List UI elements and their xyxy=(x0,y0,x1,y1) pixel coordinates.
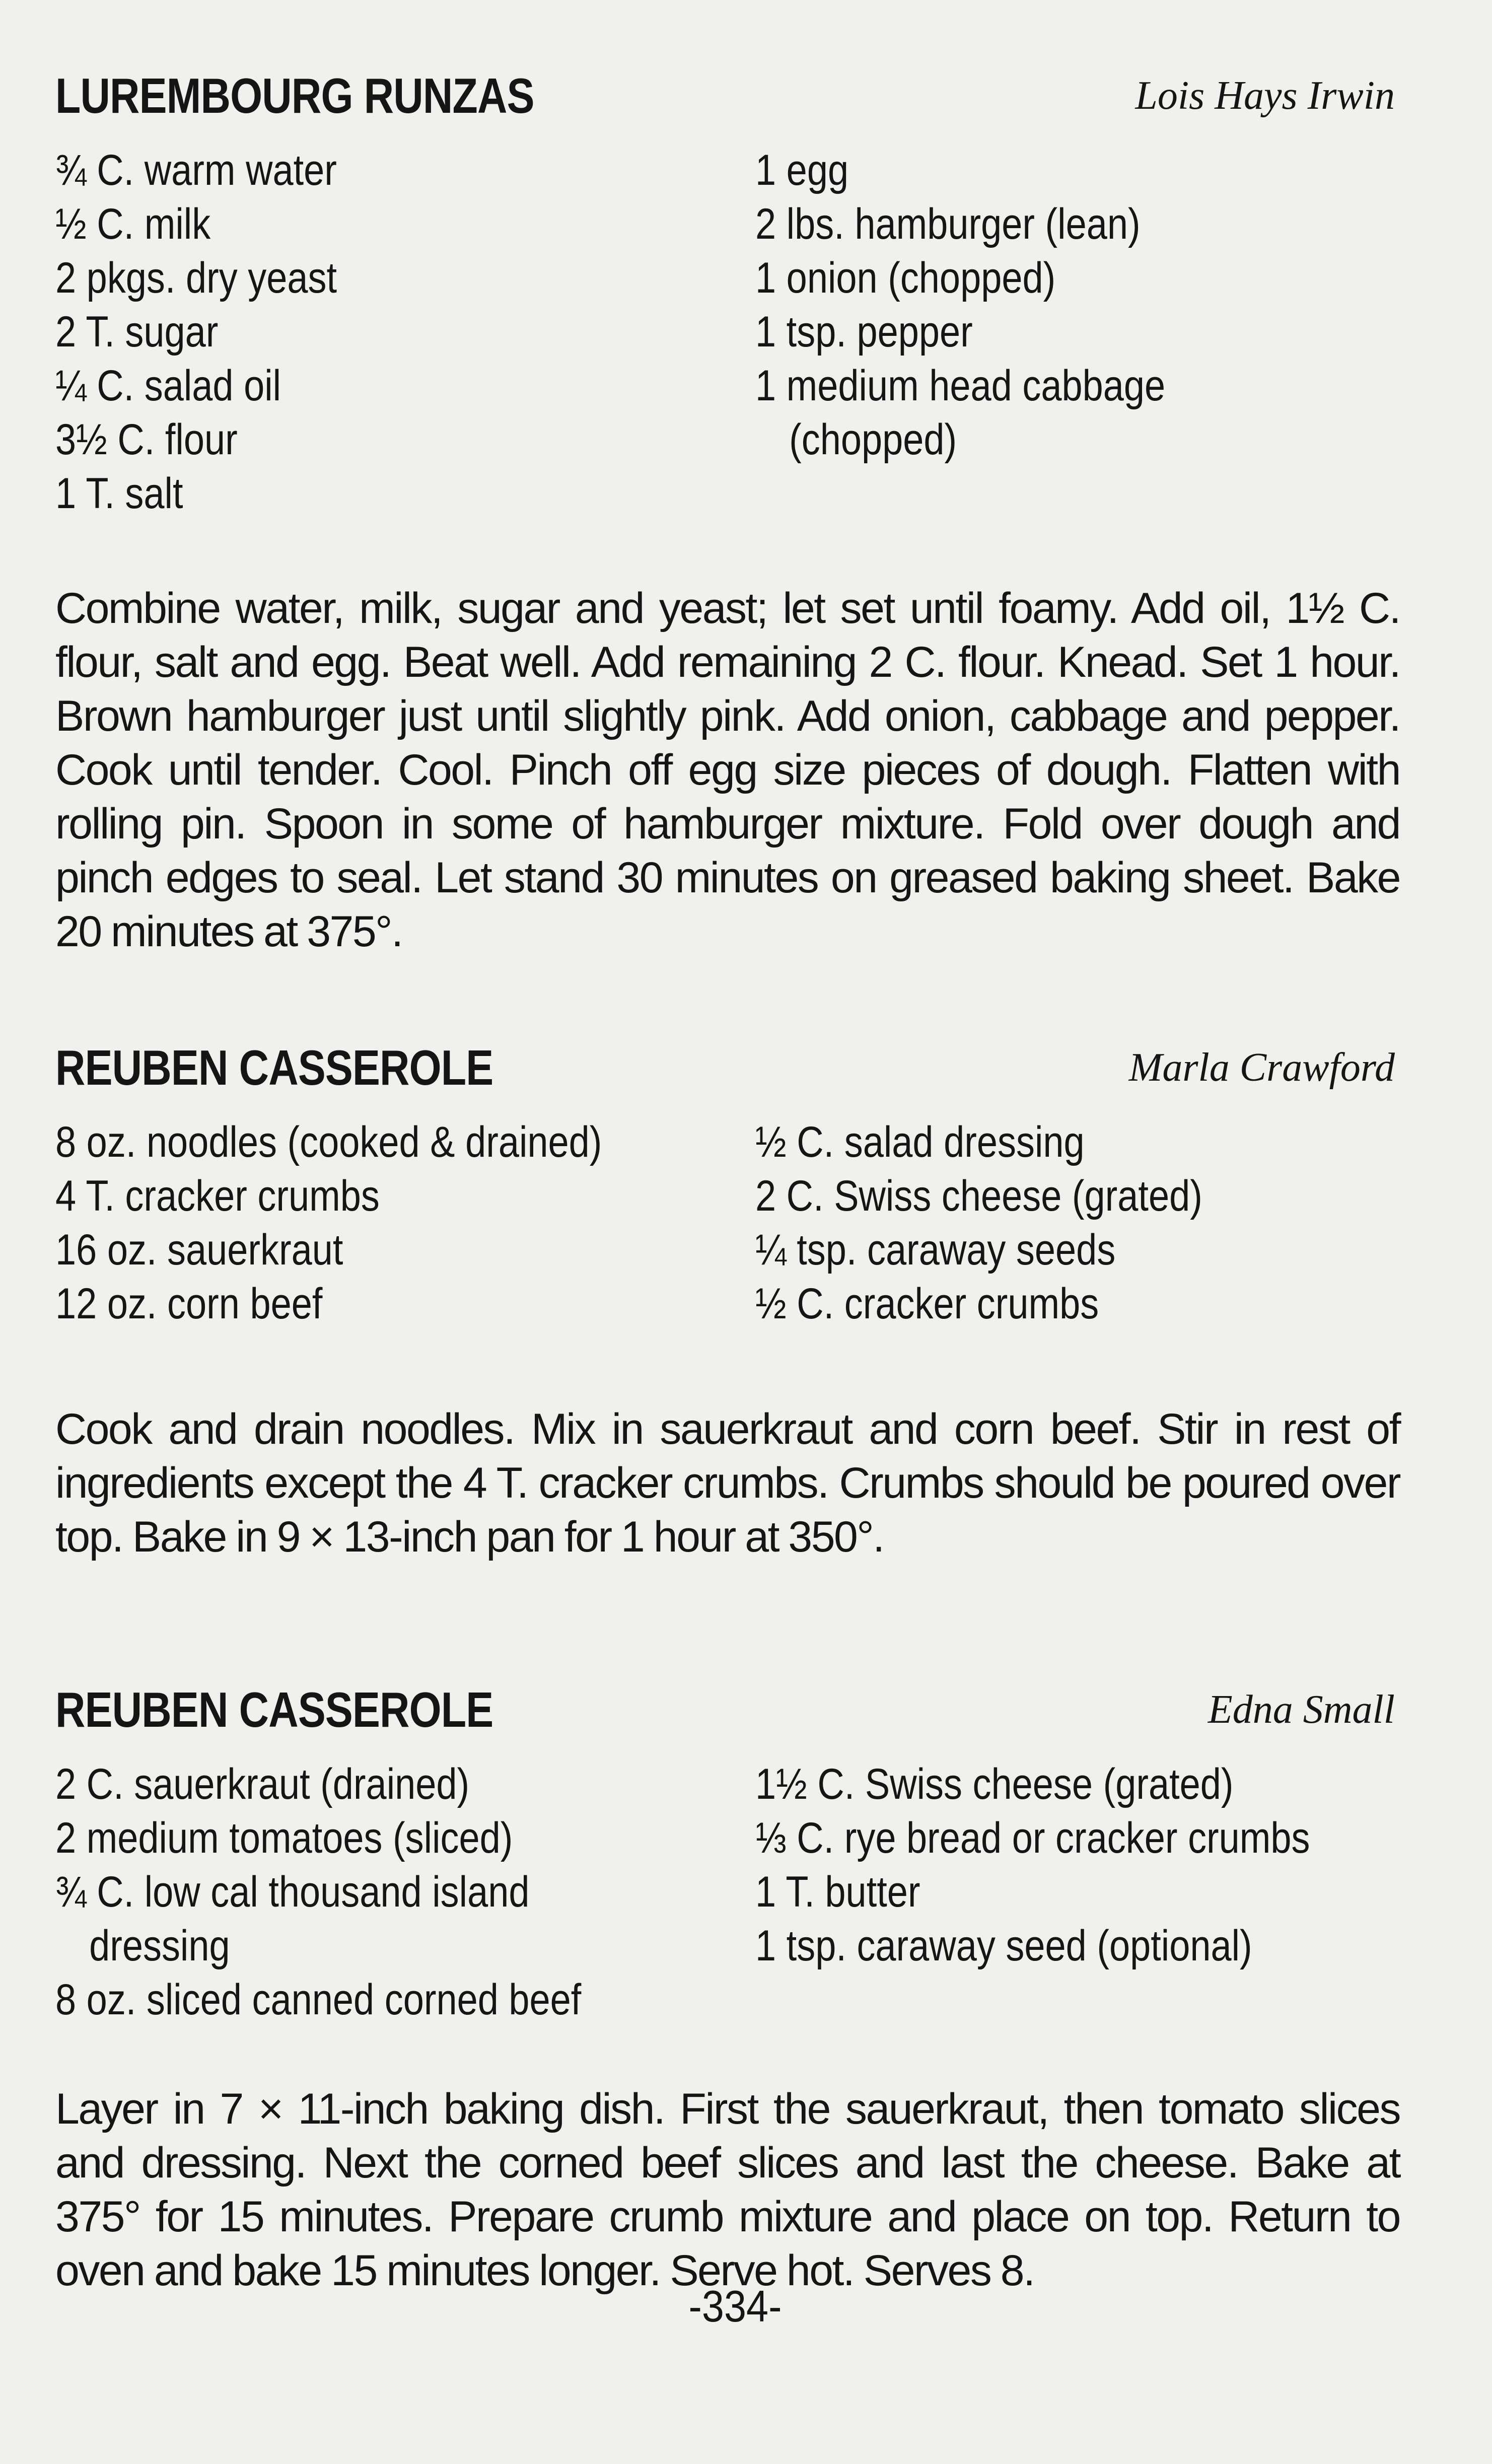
ingredient: 4 T. cracker crumbs xyxy=(55,1172,380,1220)
ingredient: ¼ tsp. caraway seeds xyxy=(755,1226,1116,1274)
recipe-reuben-small xyxy=(55,1672,1400,2295)
ingredient: 2 C. sauerkraut (drained) xyxy=(55,1760,470,1808)
ingredient: 1 T. salt xyxy=(55,469,183,518)
ingredients-right xyxy=(755,1757,1400,1973)
ingredient: 16 oz. sauerkraut xyxy=(55,1226,343,1274)
recipe-reuben-crawford xyxy=(55,1030,1400,1561)
ingredient: ½ C. salad dressing xyxy=(755,1118,1085,1166)
ingredient: 1 egg xyxy=(755,146,849,194)
ingredient: ¾ C. low cal thousand island xyxy=(55,1868,530,1916)
ingredient: 1 tsp. caraway seed (optional) xyxy=(755,1922,1252,1970)
recipe-directions: Cook and drain noodles. Mix in sauerkraut and corn beef. Stir in rest of ingredients except the 4 T. cracker crumbs. Crumbs should be poured over top. Bake in 9 × 13-inch pan for 1 hour at 350°. xyxy=(55,1405,1400,1561)
ingredient: 1 T. butter xyxy=(755,1868,920,1916)
ingredient: ¼ C. salad oil xyxy=(55,362,281,410)
ingredient: 1 onion (chopped) xyxy=(755,254,1056,302)
ingredient: 2 medium tomatoes (sliced) xyxy=(55,1814,513,1862)
ingredient: 1½ C. Swiss cheese (grated) xyxy=(755,1760,1234,1808)
recipe-title: LUREMBOURG RUNZAS xyxy=(55,68,534,123)
recipe-runzas xyxy=(55,58,1400,956)
ingredient: ¾ C. warm water xyxy=(55,146,337,194)
recipe-header xyxy=(55,1672,1400,1757)
ingredients-left xyxy=(55,1757,745,2027)
ingredient: 2 C. Swiss cheese (grated) xyxy=(755,1172,1202,1220)
recipe-author: Marla Crawford xyxy=(1128,1045,1395,1090)
ingredient-columns xyxy=(55,1115,1400,1332)
ingredient: ⅓ C. rye bread or cracker crumbs xyxy=(755,1814,1310,1862)
ingredient: 8 oz. noodles (cooked & drained) xyxy=(55,1118,602,1166)
ingredient: dressing xyxy=(89,1922,230,1970)
recipe-title: REUBEN CASSEROLE xyxy=(55,1040,493,1095)
ingredient-columns xyxy=(55,144,1400,541)
ingredient: 12 oz. corn beef xyxy=(55,1280,323,1328)
recipe-author: Lois Hays Irwin xyxy=(1135,74,1395,118)
ingredient: 2 T. sugar xyxy=(55,308,219,356)
ingredient: 8 oz. sliced canned corned beef xyxy=(55,1976,582,2024)
ingredients-left xyxy=(55,1115,745,1331)
ingredient: ½ C. milk xyxy=(55,200,211,248)
recipe-directions: Layer in 7 × 11-inch baking dish. First the sauerkraut, then tomato slices and dressing. Next the corned beef slices and last the cheese. Bake at 375° for 15 minutes. Prepare crumb mixture and place on top. Return to oven and bake 15 minutes longer. Serve hot. Serves 8. xyxy=(55,2085,1400,2295)
ingredient: 1 tsp. pepper xyxy=(755,308,973,356)
ingredients-left xyxy=(55,144,745,521)
page-number: -334- xyxy=(688,2281,782,2331)
ingredient: 2 pkgs. dry yeast xyxy=(55,254,337,302)
ingredients-right xyxy=(755,144,1400,467)
ingredient: 3½ C. flour xyxy=(55,415,238,464)
ingredients-right xyxy=(755,1115,1400,1331)
recipe-header xyxy=(55,58,1400,144)
ingredient: 1 medium head cabbage xyxy=(755,362,1166,410)
recipe-author: Edna Small xyxy=(1207,1687,1395,1732)
ingredient: 2 lbs. hamburger (lean) xyxy=(755,200,1141,248)
recipe-title: REUBEN CASSEROLE xyxy=(55,1682,493,1737)
recipe-directions: Combine water, milk, sugar and yeast; let set until foamy. Add oil, 1½ C. flour, salt and egg. Beat well. Add remaining 2 C. flour. Knead. Set 1 hour. Brown hamburger just until slightly pink. Add onion, cabbage and pepper. Cook until tender. Cool. Pinch off egg size pieces of dough. Flatten with rolling pin. Spoon in some of hamburger mixture. Fold over dough and pinch edges to seal. Let stand 30 minutes on greased baking sheet. Bake 20 minutes at 375°. xyxy=(55,584,1400,956)
ingredient: (chopped) xyxy=(789,415,957,464)
ingredient-columns xyxy=(55,1757,1400,2029)
ingredient: ½ C. cracker crumbs xyxy=(755,1280,1099,1328)
recipe-header xyxy=(55,1030,1400,1115)
